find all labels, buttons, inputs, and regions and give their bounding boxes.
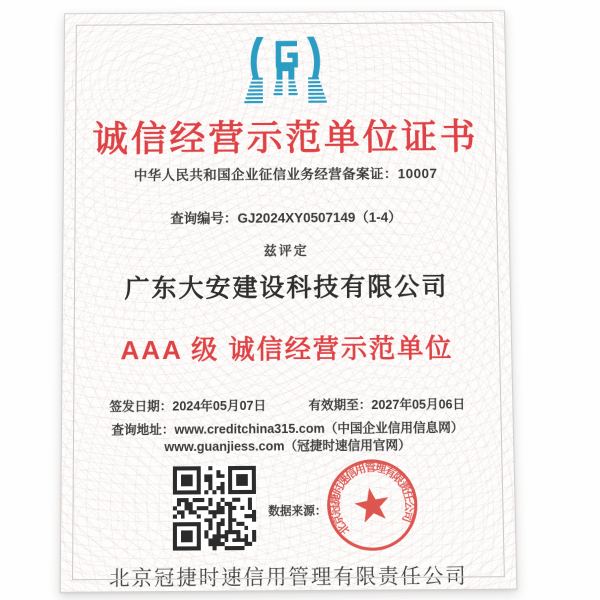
issue-date-value: 2024年05月07日 <box>172 398 267 414</box>
seal-circular-text: 北京冠捷时速信用管理有限责任公司 <box>329 461 416 537</box>
data-source-label: 数据来源： <box>268 505 327 519</box>
certificate-title: 诚信经营示范单位证书 <box>92 116 479 159</box>
qr-code <box>173 466 256 551</box>
certificate-paper <box>60 10 518 593</box>
registration-subtitle: 中华人民共和国企业征信业务经营备案证：10007 <box>133 166 438 184</box>
valid-until-value: 2027年05月06日 <box>371 397 466 413</box>
company-name: 广东大安建设科技有限公司 <box>124 273 449 304</box>
query-address-line1 <box>111 420 463 440</box>
official-seal <box>316 450 429 564</box>
hereby-text: 兹评定 <box>263 243 309 259</box>
query-address-line2: www.guanjiess.com（冠捷时速信用官网） <box>164 438 411 455</box>
dates-row <box>109 396 465 415</box>
seal-star-icon <box>352 485 392 524</box>
valid-until-label: 有效期至： <box>308 397 372 413</box>
issuer-logo-icon <box>240 37 329 107</box>
issue-date <box>109 398 266 415</box>
valid-until <box>308 396 465 413</box>
query-address-label: 查询地址： <box>111 422 175 438</box>
qr-seal-row <box>61 462 516 559</box>
rating-title: AAA 级 诚信经营示范单位 <box>120 332 454 366</box>
issue-date-label: 签发日期： <box>109 399 173 414</box>
query-number-label: 查询编号： <box>170 210 238 227</box>
issuer-name: 北京冠捷时速信用管理有限责任公司 <box>109 565 468 591</box>
query-address-url1: www.creditchina315.com（中国企业信用信息网） <box>174 420 464 437</box>
query-number-value: GJ2024XY0507149（1-4） <box>237 209 402 226</box>
query-number-line <box>170 209 402 228</box>
